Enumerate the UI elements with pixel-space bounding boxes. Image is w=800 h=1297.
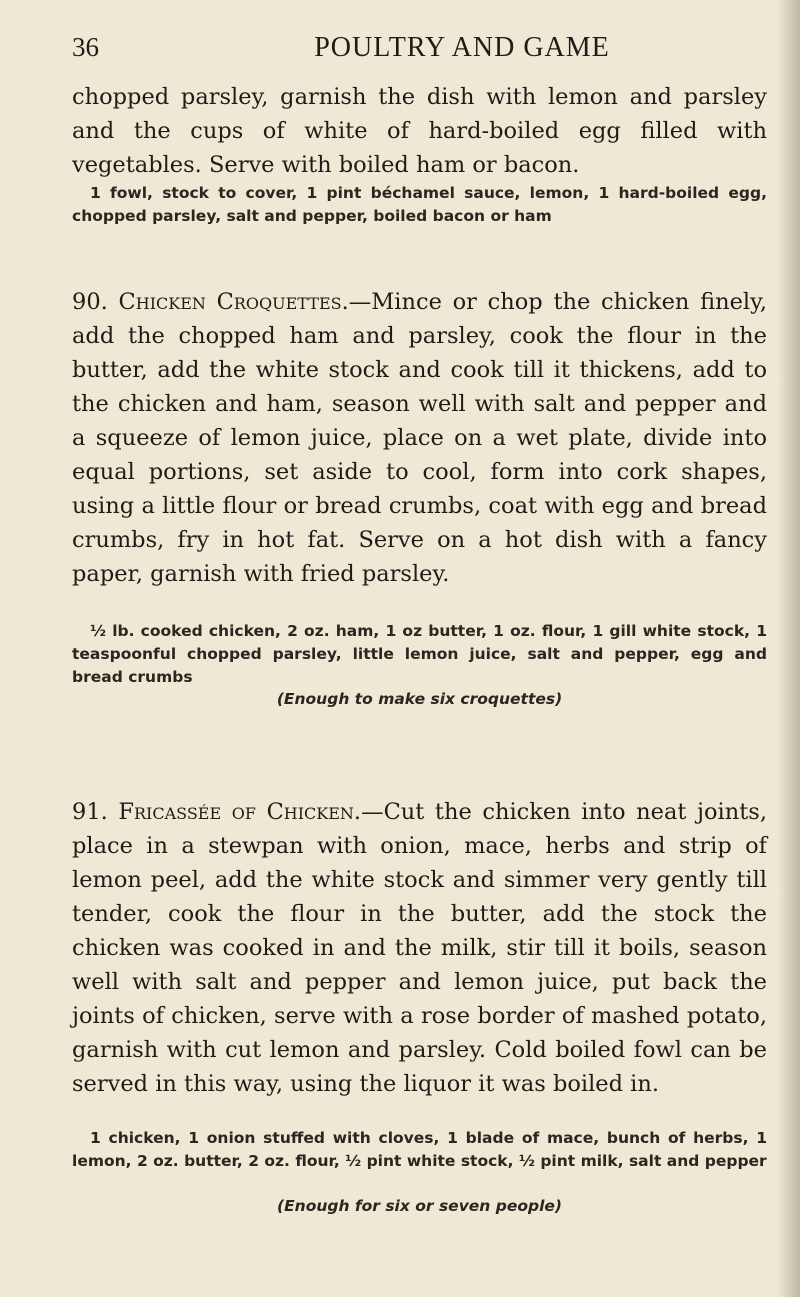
continuation-paragraph: chopped parsley, garnish the dish with lemon and parsley and the cups of white of hard-boiled egg filled with vegetables. Serve with boiled ham or bacon. — [72, 84, 767, 178]
page-number: 36 — [72, 32, 99, 62]
recipe-90-ingredients: ½ lb. cooked chicken, 2 oz. ham, 1 oz butter, 1 oz. flour, 1 gill white stock, 1 teaspoonful chopped parsley, little lemon juice, salt and pepper, egg and bread crumbs — [72, 622, 767, 686]
recipe-91-text: —Cut the chicken into neat joints, place in a stewpan with onion, mace, herbs and strip of lemon peel, add the white stock and simmer very gently till tender, cook the flour in the butter, add the stock the chicken was cooked in and the milk, stir till it boils, season well with salt and pepper and lemon juice, put back the joints of chicken, serve with a rose border of mashed potato, garnish with cut lemon and parsley. Cold boiled fowl can be served in this way, using the liquor it was boiled in. — [72, 799, 767, 1097]
recipe-90 — [72, 285, 767, 591]
recipe-90-yield: (Enough to make six croquettes) — [276, 690, 563, 708]
recipe-91 — [72, 795, 767, 1101]
recipe-91-title: Fricassée of Chicken. — [118, 799, 362, 825]
page-edge-shadow — [778, 0, 800, 1297]
recipe-91-number: 91. — [72, 799, 108, 825]
running-head: POULTRY AND GAME — [314, 32, 610, 63]
recipe-90-title: Chicken Croquettes. — [118, 289, 349, 315]
recipe-91-ingredients: 1 chicken, 1 onion stuffed with cloves, 1 blade of mace, bunch of herbs, 1 lemon, 2 oz. butter, 2 oz. flour, ½ pint white stock, ½ pint milk, salt and pepper — [72, 1129, 767, 1170]
continuation-ingredients: 1 fowl, stock to cover, 1 pint béchamel sauce, lemon, 1 hard-boiled egg, chopped parsley, salt and pepper, boiled bacon or ham — [72, 184, 767, 225]
page-header — [72, 32, 772, 72]
recipe-91-yield: (Enough for six or seven people) — [276, 1197, 563, 1215]
recipe-90-number: 90. — [72, 289, 108, 315]
recipe-90-text: —Mince or chop the chicken finely, add the chopped ham and parsley, cook the flour in the butter, add the white stock and cook till it thickens, add to the chicken and ham, season well with salt and pepper and a squeeze of lemon juice, place on a wet plate, divide into equal portions, set aside to cool, form into cork shapes, using a little flour or bread crumbs, coat with egg and bread crumbs, fry in hot fat. Serve on a hot dish with a fancy paper, garnish with fried parsley. — [72, 289, 767, 587]
